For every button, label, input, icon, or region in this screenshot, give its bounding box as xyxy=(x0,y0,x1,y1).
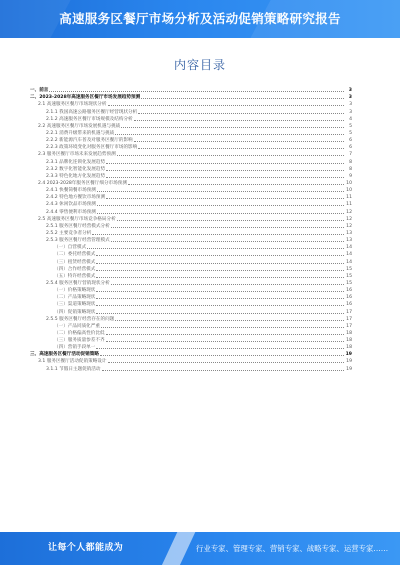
toc-entry-title: 2.2.1 消费升级带来的机遇与挑战 xyxy=(46,130,115,136)
toc-entry[interactable] xyxy=(30,115,352,122)
toc-leader-dots xyxy=(97,191,344,192)
toc-entry[interactable] xyxy=(30,150,352,157)
toc-entry[interactable] xyxy=(30,107,352,114)
toc-leader-dots xyxy=(138,113,344,114)
toc-entry-title: 2.5.2 主要竞争者分析 xyxy=(46,230,92,236)
toc-leader-dots xyxy=(100,355,344,356)
toc-entry-title: （二）委托经营模式 xyxy=(54,252,96,258)
toc-leader-dots xyxy=(108,362,345,363)
toc-entry-title: （一）自营模式 xyxy=(54,245,87,251)
toc-entry-page: 3 xyxy=(349,102,352,108)
toc-entry-page: 19 xyxy=(345,352,352,358)
toc-leader-dots xyxy=(96,291,344,292)
toc-leader-dots xyxy=(96,305,344,306)
toc-entry-page: 18 xyxy=(346,338,352,344)
toc-entry-title: 2.1 高速服务区餐厅市场现状分析 xyxy=(38,102,107,108)
toc-entry-page: 16 xyxy=(346,288,352,294)
toc-entry[interactable] xyxy=(30,129,352,136)
toc-entry[interactable] xyxy=(30,286,352,293)
footer-banner xyxy=(0,532,400,565)
toc-entry-page: 10 xyxy=(346,180,352,186)
toc-entry-page: 13 xyxy=(346,238,352,244)
toc-entry-page: 3 xyxy=(348,88,352,94)
toc-leader-dots xyxy=(101,327,344,328)
toc-entry[interactable] xyxy=(30,265,352,272)
toc-entry-page: 8 xyxy=(349,159,352,165)
toc-entry-title: 2.2.3 政策环境变化对服务区餐厅市场的影响 xyxy=(46,145,138,151)
toc-leader-dots xyxy=(117,220,344,221)
toc-leader-dots xyxy=(115,134,344,135)
toc-entry-title: 2.5.1 服务区餐厅经营模式分析 xyxy=(46,223,110,229)
toc-leader-dots xyxy=(106,177,344,178)
toc-entry-title: 2.4 2023-2028年服务区餐厅细分市场预测 xyxy=(38,180,127,186)
toc-leader-dots xyxy=(92,234,344,235)
document-title: 高速服务区餐厅市场分析及活动促销策略研究报告 xyxy=(59,11,341,26)
toc-entry[interactable] xyxy=(30,343,352,350)
toc-entry-page: 7 xyxy=(349,152,352,158)
toc-entry[interactable] xyxy=(30,279,352,286)
toc-entry[interactable] xyxy=(30,364,352,371)
toc-entry-title: 2.5.4 服务区餐厅营销现状分析 xyxy=(46,280,110,286)
toc-entry-title: （五）特许经营模式 xyxy=(54,273,96,279)
toc-entry-page: 3 xyxy=(348,95,352,101)
toc-entry-title: 2.2.2 新能源汽车普及对服务区餐厅的影响 xyxy=(46,138,133,144)
toc-entry[interactable] xyxy=(30,307,352,314)
toc-entry-title: （四）促销策略现状 xyxy=(54,309,96,315)
toc-entry-title: 2.4.2 特色地方餐饮市场预测 xyxy=(46,195,106,201)
toc-entry-page: 18 xyxy=(346,345,352,351)
toc-entry[interactable] xyxy=(30,143,352,150)
toc-entry[interactable] xyxy=(30,136,352,143)
toc-entry-title: 一、前言 xyxy=(30,88,49,94)
toc-entry[interactable] xyxy=(30,157,352,164)
toc-leader-dots xyxy=(102,370,345,371)
toc-entry[interactable] xyxy=(30,200,352,207)
toc-leader-dots xyxy=(108,105,345,106)
toc-entry-page: 11 xyxy=(346,202,352,208)
toc-entry-title: 2.2 高速服务区餐厅市场发展机遇与挑战 xyxy=(38,123,121,129)
toc-entry-page: 17 xyxy=(346,309,352,315)
toc-entry[interactable] xyxy=(30,179,352,186)
toc-leader-dots xyxy=(96,313,344,314)
toc-leader-dots xyxy=(128,184,344,185)
toc-entry-title: 2.3.1 品牌化连锁化发展趋势 xyxy=(46,159,106,165)
toc-leader-dots xyxy=(87,248,344,249)
toc-entry[interactable] xyxy=(30,300,352,307)
footer-slogan: 让每个人都能成为 xyxy=(48,543,124,553)
toc-leader-dots xyxy=(106,334,344,335)
toc-entry-page: 4 xyxy=(349,116,352,122)
table-of-contents xyxy=(30,86,352,372)
toc-leader-dots xyxy=(106,341,344,342)
toc-entry-page: 19 xyxy=(346,366,352,372)
toc-entry-page: 12 xyxy=(346,223,352,229)
toc-entry-title: 2.1.2 高速服务区餐厅市场规模及结构分析 xyxy=(46,116,133,122)
toc-entry[interactable] xyxy=(30,222,352,229)
toc-entry[interactable] xyxy=(30,293,352,300)
toc-entry[interactable] xyxy=(30,86,352,93)
toc-entry-page: 12 xyxy=(346,209,352,215)
toc-leader-dots xyxy=(96,348,344,349)
toc-entry-page: 14 xyxy=(346,245,352,251)
toc-leader-dots xyxy=(138,148,344,149)
toc-entry-title: （三）渠道策略现状 xyxy=(54,302,96,308)
toc-entry[interactable] xyxy=(30,207,352,214)
toc-entry-page: 17 xyxy=(346,316,352,322)
toc-leader-dots xyxy=(96,263,344,264)
toc-leader-dots xyxy=(111,241,344,242)
toc-leader-dots xyxy=(49,91,344,92)
toc-entry-title: 三、高速服务区餐厅活动促销策略 xyxy=(30,352,99,358)
toc-leader-dots xyxy=(106,170,344,171)
toc-entry-page: 5 xyxy=(349,130,352,136)
toc-entry-page: 6 xyxy=(349,138,352,144)
toc-entry-title: 2.5.3 服务区餐厅经营管理模式 xyxy=(46,238,110,244)
toc-entry-page: 12 xyxy=(346,216,352,222)
toc-entry-title: 3.1 服务区餐厅活动促销策略设计 xyxy=(38,359,107,365)
toc-entry[interactable] xyxy=(30,315,352,322)
toc-entry-title: 2.4.1 快餐简餐市场预测 xyxy=(46,188,96,194)
toc-entry-title: 2.5 高速服务区餐厅市场竞争格局分析 xyxy=(38,216,116,222)
toc-entry-page: 19 xyxy=(346,359,352,365)
toc-leader-dots xyxy=(134,141,344,142)
toc-leader-dots xyxy=(117,155,344,156)
toc-entry-page: 15 xyxy=(346,273,352,279)
toc-entry-title: 2.4.3 休闲饮品市场预测 xyxy=(46,202,96,208)
toc-entry-title: 2.3.2 数字化智能化发展趋势 xyxy=(46,166,106,172)
toc-entry[interactable] xyxy=(30,172,352,179)
toc-entry-title: 2.4.4 零售便利市场预测 xyxy=(46,209,96,215)
toc-entry[interactable] xyxy=(30,357,352,364)
toc-entry-page: 8 xyxy=(349,166,352,172)
toc-entry[interactable] xyxy=(30,165,352,172)
toc-entry-title: 2.5.5 服务区餐厅经营存在的问题 xyxy=(46,316,115,322)
toc-entry-title: （三）租赁经营模式 xyxy=(54,259,96,265)
toc-entry[interactable] xyxy=(30,215,352,222)
toc-entry[interactable] xyxy=(30,100,352,107)
toc-entry-title: （四）合作经营模式 xyxy=(54,266,96,272)
toc-leader-dots xyxy=(96,277,344,278)
toc-leader-dots xyxy=(121,127,344,128)
toc-entry[interactable] xyxy=(30,229,352,236)
toc-leader-dots xyxy=(111,227,344,228)
toc-entry-page: 11 xyxy=(346,195,352,201)
toc-entry-page: 3 xyxy=(349,109,352,115)
toc-entry[interactable] xyxy=(30,322,352,329)
toc-entry[interactable] xyxy=(30,350,352,357)
toc-heading: 内容目录 xyxy=(173,58,226,72)
toc-leader-dots xyxy=(141,98,344,99)
toc-entry-title: （二）产品策略现状 xyxy=(54,295,96,301)
toc-leader-dots xyxy=(106,163,344,164)
toc-entry[interactable] xyxy=(30,193,352,200)
toc-entry[interactable] xyxy=(30,336,352,343)
toc-entry[interactable] xyxy=(30,272,352,279)
toc-entry[interactable] xyxy=(30,236,352,243)
toc-leader-dots xyxy=(134,120,344,121)
toc-entry-page: 17 xyxy=(346,323,352,329)
toc-entry-page: 15 xyxy=(346,266,352,272)
toc-entry-page: 14 xyxy=(346,252,352,258)
toc-leader-dots xyxy=(106,198,344,199)
toc-entry-page: 5 xyxy=(349,123,352,129)
toc-entry[interactable] xyxy=(30,122,352,129)
toc-leader-dots xyxy=(97,213,344,214)
toc-leader-dots xyxy=(111,284,344,285)
toc-entry-page: 16 xyxy=(346,295,352,301)
toc-entry-page: 16 xyxy=(346,302,352,308)
toc-leader-dots xyxy=(96,298,344,299)
toc-entry[interactable] xyxy=(30,329,352,336)
toc-leader-dots xyxy=(96,255,344,256)
toc-entry-page: 15 xyxy=(346,280,352,286)
toc-entry-page: 18 xyxy=(346,330,352,336)
toc-entry-title: 2.3 服务区餐厅市场未来发展趋势预测 xyxy=(38,152,116,158)
toc-entry[interactable] xyxy=(30,250,352,257)
toc-entry-title: （一）产品同质化严重 xyxy=(54,323,100,329)
toc-leader-dots xyxy=(97,205,344,206)
footer-roles: 行业专家、管理专家、营销专家、战略专家、运营专家…… xyxy=(196,544,389,553)
toc-entry-title: （三）服务质量参差不齐 xyxy=(54,338,105,344)
toc-entry[interactable] xyxy=(30,257,352,264)
toc-entry[interactable] xyxy=(30,186,352,193)
toc-entry-title: 二、2023-2028年高速服务区餐厅市场发展趋势预测 xyxy=(30,95,141,101)
toc-entry-title: （四）营销手段单一 xyxy=(54,345,96,351)
header-banner xyxy=(0,0,400,38)
toc-leader-dots xyxy=(96,270,344,271)
toc-entry-page: 10 xyxy=(346,188,352,194)
toc-leader-dots xyxy=(115,320,344,321)
toc-entry-title: （二）价格偏高性价比低 xyxy=(54,330,105,336)
toc-entry-page: 14 xyxy=(346,259,352,265)
toc-entry-title: 3.1.1 节假日主题促销活动 xyxy=(46,366,101,372)
toc-entry[interactable] xyxy=(30,93,352,100)
toc-entry-page: 9 xyxy=(349,173,352,179)
toc-entry-page: 13 xyxy=(346,230,352,236)
toc-entry[interactable] xyxy=(30,243,352,250)
toc-entry-page: 6 xyxy=(349,145,352,151)
toc-entry-title: （一）价格策略现状 xyxy=(54,288,96,294)
footer-decoration-stripe xyxy=(154,532,200,565)
toc-entry-title: 2.1.1 我国高速公路服务区餐厅经营现状分析 xyxy=(46,109,138,115)
toc-entry-title: 2.3.3 特色化地方化发展趋势 xyxy=(46,173,106,179)
